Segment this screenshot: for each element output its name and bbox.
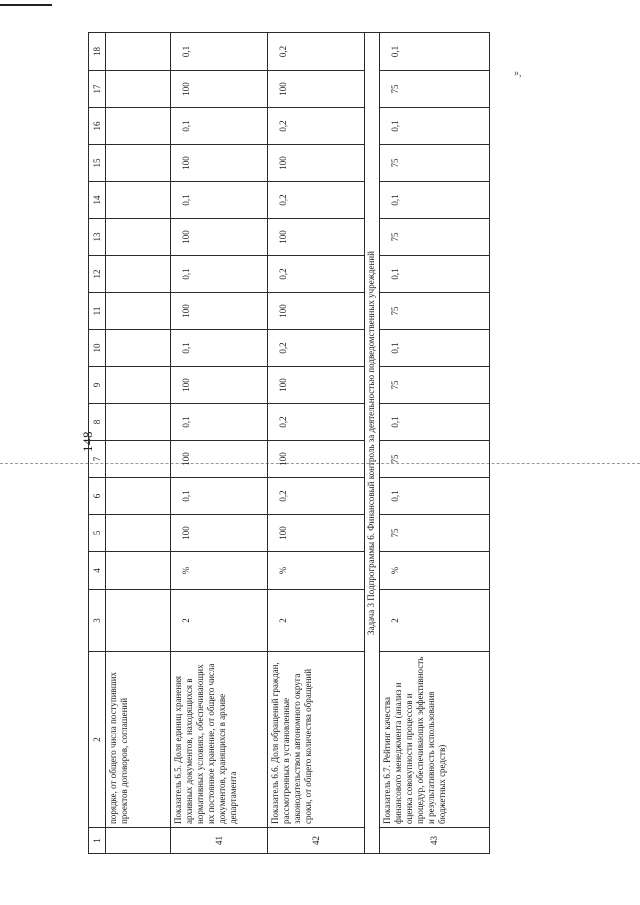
cell: % <box>171 552 268 590</box>
cell: % <box>380 552 490 590</box>
column-header: 17 <box>89 71 106 108</box>
indicator-name: Показатель 6.7. Рейтинг качества финансового менеджмента (анализ и оценка совокупности процессов и процедур, обеспечивающих эффективность и результативность использования бюджетных средств) <box>380 652 490 828</box>
cell <box>106 293 171 330</box>
table-row <box>106 33 171 854</box>
cell: 100 <box>268 145 365 182</box>
column-header: 4 <box>89 552 106 590</box>
cell: 0,1 <box>171 256 268 293</box>
section-row <box>365 33 380 854</box>
cell: 100 <box>171 515 268 552</box>
table-row <box>268 33 365 854</box>
cell: 100 <box>171 441 268 478</box>
cell: % <box>268 552 365 590</box>
cell: 0,1 <box>171 108 268 145</box>
cell: 75 <box>380 71 490 108</box>
cell: 75 <box>380 145 490 182</box>
cell: 0,1 <box>171 33 268 71</box>
cell <box>106 367 171 404</box>
cell: 0,2 <box>268 182 365 219</box>
column-header: 5 <box>89 515 106 552</box>
cell: 100 <box>171 293 268 330</box>
column-header: 13 <box>89 219 106 256</box>
row-number: 41 <box>171 828 268 854</box>
section-title: Задача 3 Подпрограммы 6. Финансовый контроль за деятельностью подведомственных учреждений <box>365 33 380 854</box>
row-number: 42 <box>268 828 365 854</box>
cell: 2 <box>171 590 268 652</box>
cell: 100 <box>171 367 268 404</box>
cell: 0,2 <box>268 256 365 293</box>
cell <box>106 182 171 219</box>
cell: 2 <box>380 590 490 652</box>
indicator-name: Показатель 6.6. Доля обращений граждан, рассмотренных в установленные законодательством автономного округа сроки, от общего количества обращений <box>268 652 365 828</box>
cell <box>106 515 171 552</box>
cell: 0,2 <box>268 108 365 145</box>
column-header: 11 <box>89 293 106 330</box>
cell: 2 <box>268 590 365 652</box>
cell: 100 <box>171 219 268 256</box>
column-header: 10 <box>89 330 106 367</box>
cell: 100 <box>268 515 365 552</box>
cell <box>106 590 171 652</box>
cell <box>106 330 171 367</box>
column-header: 16 <box>89 108 106 145</box>
column-header: 15 <box>89 145 106 182</box>
column-header: 9 <box>89 367 106 404</box>
column-header: 7 <box>89 441 106 478</box>
cell: 0,1 <box>171 404 268 441</box>
cell <box>106 441 171 478</box>
cell: 75 <box>380 441 490 478</box>
stray-mark: », <box>514 68 522 79</box>
column-header: 8 <box>89 404 106 441</box>
indicators-table <box>88 32 490 854</box>
cell <box>106 256 171 293</box>
column-header: 6 <box>89 478 106 515</box>
row-number <box>106 828 171 854</box>
indicator-name: Показатель 6.5. Доля единиц хранения архивных документов, находящихся в нормативных условиях, обеспечивающих их постоянное хранение, от общего числа документов, хранящихся в архиве департамента <box>171 652 268 828</box>
cell: 0,2 <box>268 33 365 71</box>
table-row <box>171 33 268 854</box>
cell: 75 <box>380 219 490 256</box>
cell: 0,1 <box>171 330 268 367</box>
cell: 0,1 <box>380 478 490 515</box>
column-number-row <box>89 33 106 854</box>
cell <box>106 219 171 256</box>
cell: 0,1 <box>171 182 268 219</box>
cell: 0,1 <box>380 108 490 145</box>
cell: 0,2 <box>268 330 365 367</box>
cell: 0,2 <box>268 478 365 515</box>
cell: 0,1 <box>380 182 490 219</box>
column-header: 3 <box>89 590 106 652</box>
column-header: 18 <box>89 33 106 71</box>
cell: 0,1 <box>380 330 490 367</box>
cell: 0,1 <box>380 256 490 293</box>
cell: 100 <box>268 367 365 404</box>
table-row <box>380 33 490 854</box>
column-header: 14 <box>89 182 106 219</box>
cell: 75 <box>380 367 490 404</box>
indicator-name: порядке, от общего числа поступивших проектов договоров, соглашений <box>106 652 171 828</box>
column-header: 12 <box>89 256 106 293</box>
top-edge-mark <box>0 4 52 6</box>
cell: 100 <box>171 71 268 108</box>
cell: 100 <box>268 293 365 330</box>
cell <box>106 71 171 108</box>
cell: 100 <box>268 441 365 478</box>
cell: 100 <box>268 71 365 108</box>
row-number: 43 <box>380 828 490 854</box>
cell <box>106 108 171 145</box>
cell <box>106 478 171 515</box>
cell <box>106 404 171 441</box>
cell <box>106 145 171 182</box>
cell <box>106 552 171 590</box>
cell <box>106 33 171 71</box>
cell: 0,1 <box>380 33 490 71</box>
column-header: 1 <box>89 828 106 854</box>
cell: 100 <box>268 219 365 256</box>
column-header: 2 <box>89 652 106 828</box>
cell: 0,2 <box>268 404 365 441</box>
cell: 75 <box>380 293 490 330</box>
cell: 0,1 <box>380 404 490 441</box>
cell: 100 <box>171 145 268 182</box>
cell: 75 <box>380 515 490 552</box>
cell: 0,1 <box>171 478 268 515</box>
rotated-table-container <box>88 34 447 854</box>
page-number: 148 <box>80 431 95 452</box>
